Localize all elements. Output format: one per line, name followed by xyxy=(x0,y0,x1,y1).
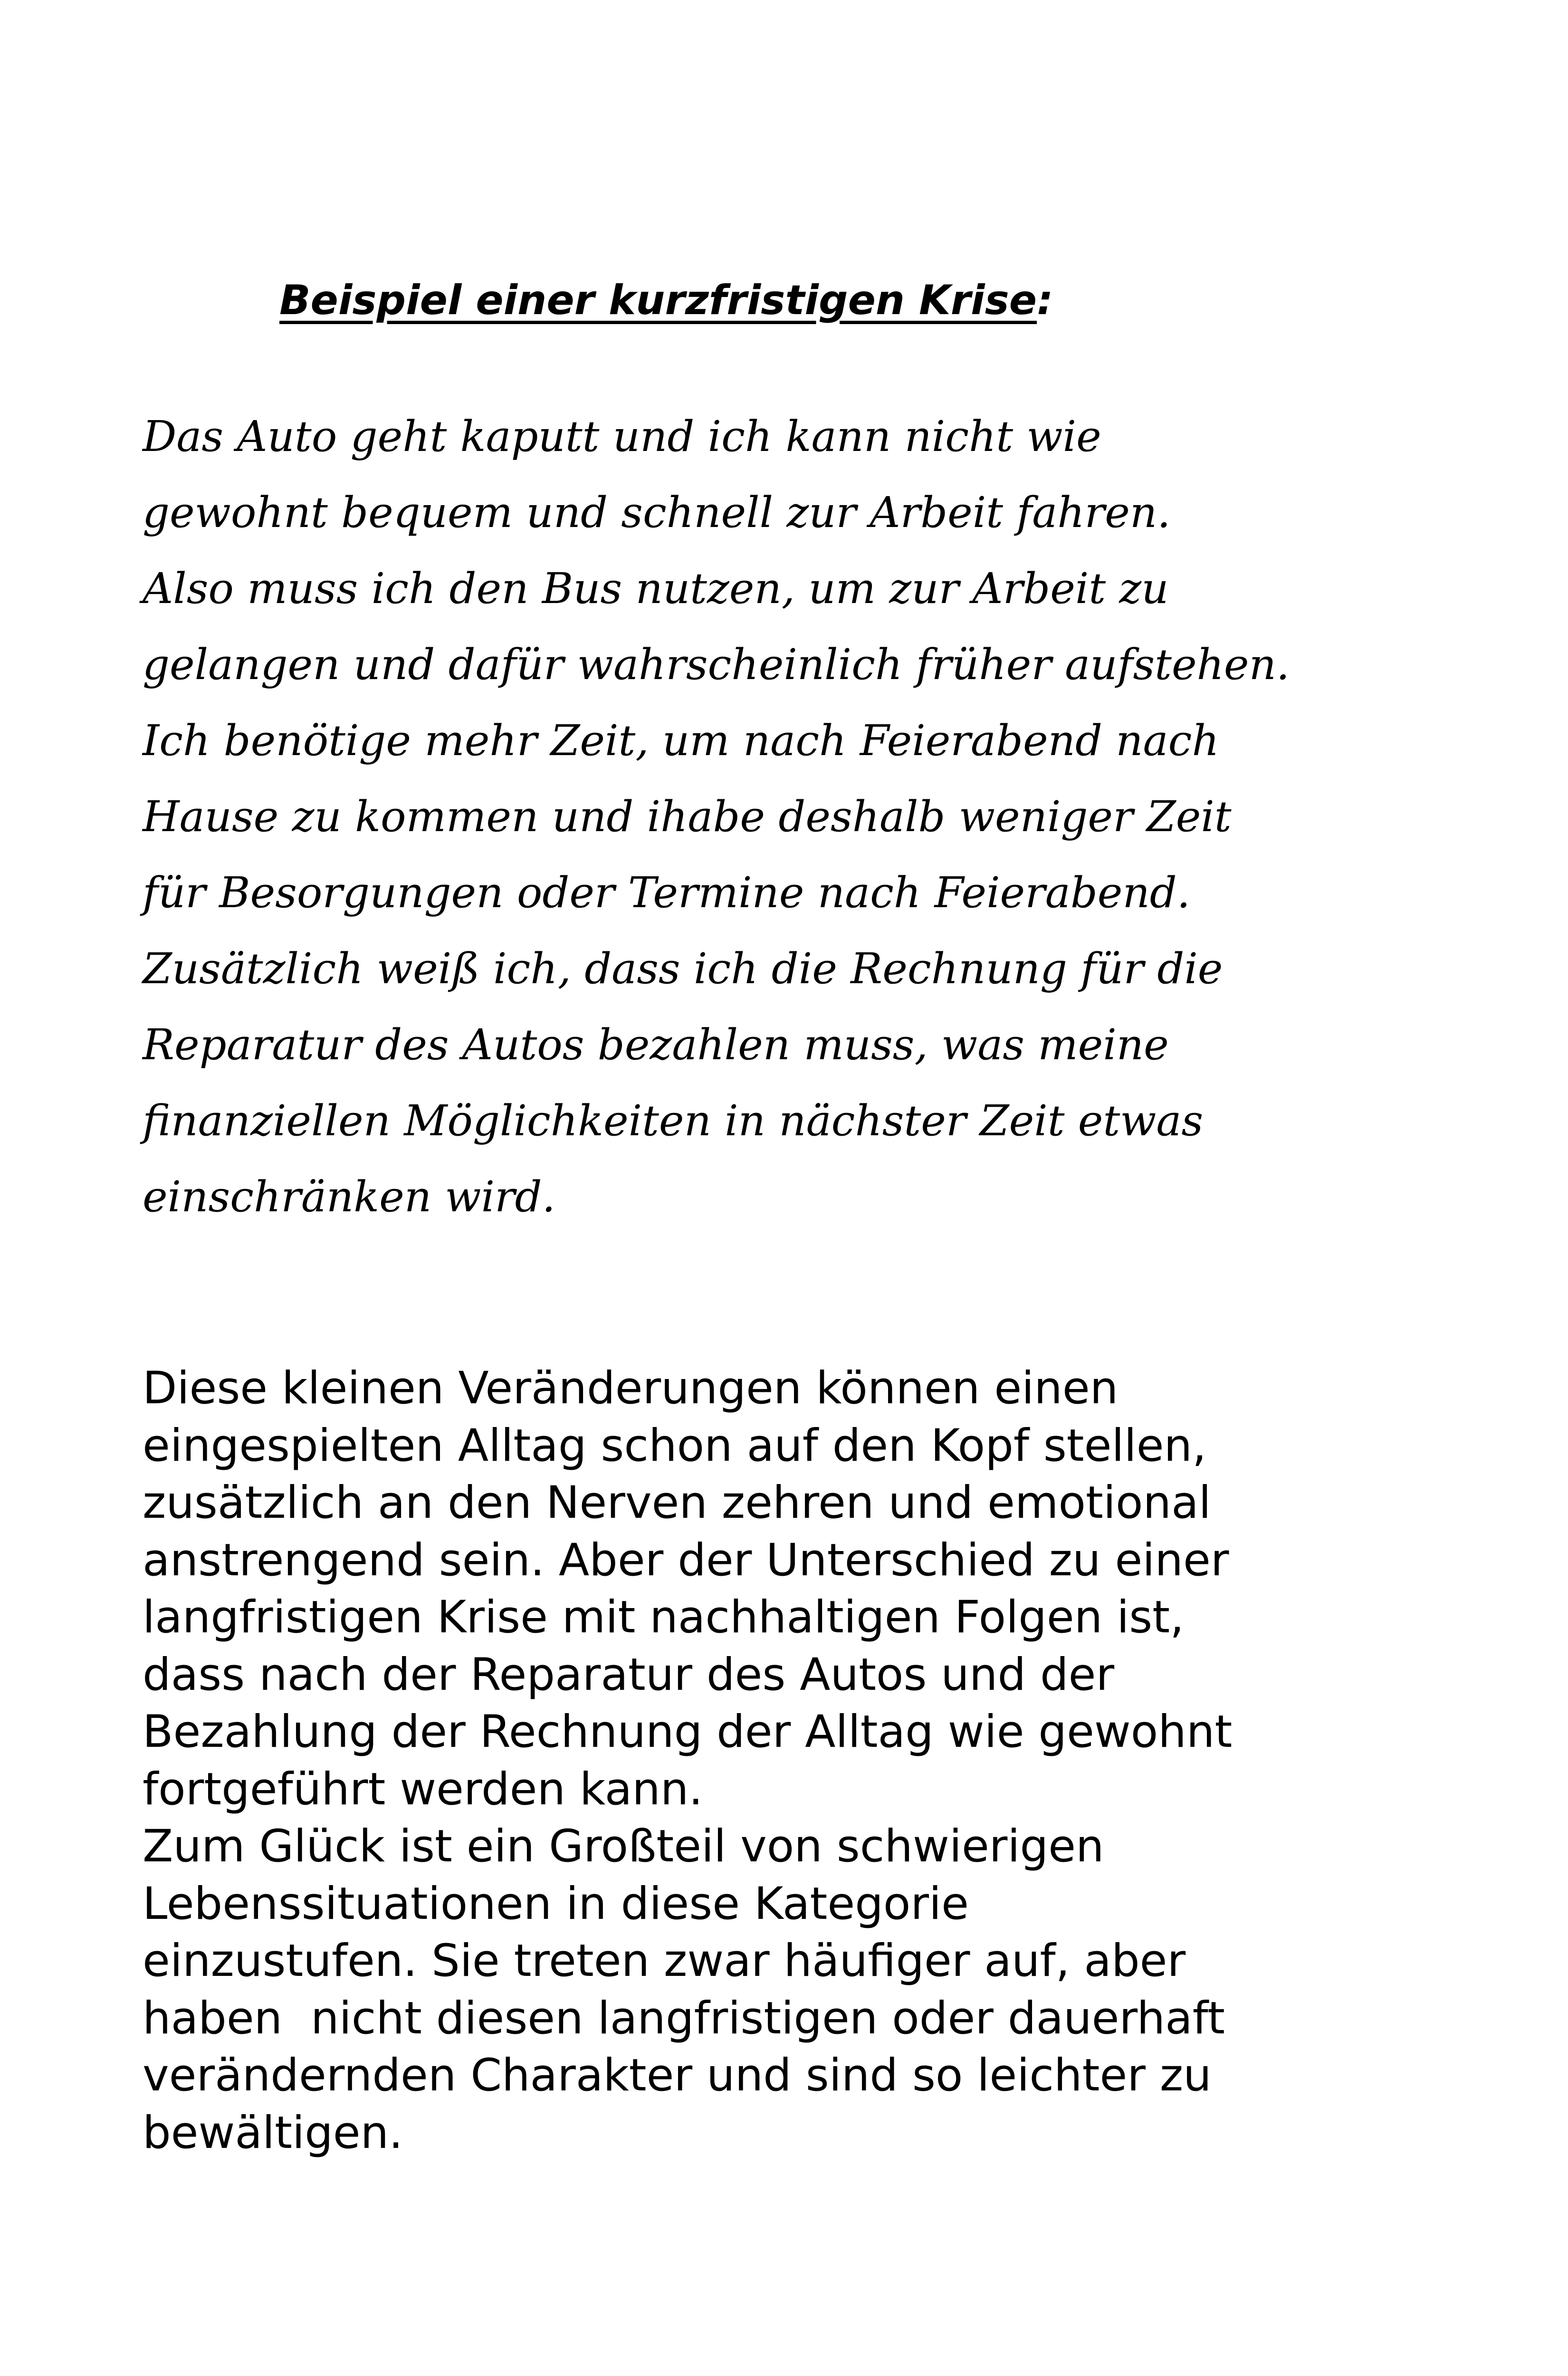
body-paragraph xyxy=(143,1360,1473,2162)
example-line: Ich benötige mehr Zeit, um nach Feierabend nach xyxy=(143,716,1219,765)
body-line: verändernden Charakter und sind so leichter zu xyxy=(143,2050,1212,2101)
example-line: finanziellen Möglichkeiten in nächster Zeit etwas xyxy=(143,1096,1204,1145)
body-line: eingespielten Alltag schon auf den Kopf stellen, xyxy=(143,1419,1207,1472)
example-line: für Besorgungen oder Termine nach Feierabend. xyxy=(143,868,1191,917)
body-line: Bezahlung der Rechnung der Alltag wie gewohnt xyxy=(143,1706,1233,1758)
example-line: einschränken wird. xyxy=(143,1172,555,1221)
example-line: Also muss ich den Bus nutzen, um zur Arbeit zu xyxy=(143,564,1169,613)
body-line: anstrengend sein. Aber der Unterschied zu einer xyxy=(143,1534,1229,1586)
example-line: Reparatur des Autos bezahlen muss, was meine xyxy=(143,1020,1169,1069)
example-line: gewohnt bequem und schnell zur Arbeit fahren. xyxy=(143,488,1171,537)
body-line: Lebenssituationen in diese Kategorie xyxy=(143,1878,969,1930)
body-line: fortgeführt werden kann. xyxy=(143,1763,703,1815)
body-line: einzustufen. Sie treten zwar häufiger auf, aber xyxy=(143,1935,1186,1987)
heading-colon: : xyxy=(1037,277,1053,324)
body-line: Diese kleinen Veränderungen können einen xyxy=(143,1362,1119,1414)
example-paragraph xyxy=(143,398,1449,1235)
example-line: Das Auto geht kaputt und ich kann nicht wie xyxy=(143,412,1101,461)
page-heading xyxy=(279,272,1372,329)
example-line: Zusätzlich weiß ich, dass ich die Rechnung für die xyxy=(143,944,1223,993)
body-line: langfristigen Krise mit nachhaltigen Folgen ist, xyxy=(143,1591,1185,1643)
body-line: haben nicht diesen langfristigen oder dauerhaft xyxy=(143,1992,1225,2044)
heading-underlined-text: Beispiel einer kurzfristigen Krise xyxy=(279,277,1037,324)
body-line: bewältigen. xyxy=(143,2107,403,2159)
body-line: zusätzlich an den Nerven zehren und emotional xyxy=(143,1477,1211,1529)
example-line: Hause zu kommen und ihabe deshalb weniger Zeit xyxy=(143,792,1232,841)
body-line: dass nach der Reparatur des Autos und der xyxy=(143,1648,1115,1701)
body-line: Zum Glück ist ein Großteil von schwierigen xyxy=(143,1820,1104,1872)
example-line: gelangen und dafür wahrscheinlich früher aufstehen. xyxy=(143,640,1290,689)
